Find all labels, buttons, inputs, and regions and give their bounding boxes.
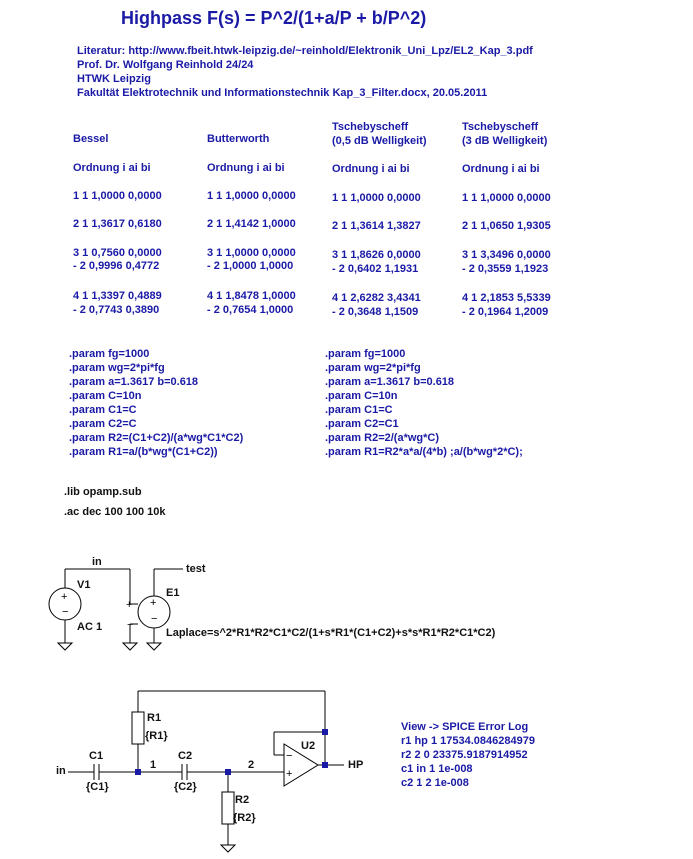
literature-line: Literatur: http://www.fbeit.htwk-leipzig.de/~reinhold/Elektronik_Uni_Lpz/EL2_Kap_3.pdf (77, 45, 533, 57)
c1-capacitor[interactable] (94, 764, 99, 780)
spice-directive[interactable]: .param C=10n (325, 390, 398, 402)
junction-dot (322, 762, 328, 768)
col-cheb3-title: Tschebyscheff (462, 121, 539, 133)
error-log-line: c1 in 1 1e-008 (401, 763, 473, 775)
c2-value[interactable]: {C2} (174, 781, 197, 793)
plus-sign: + (61, 591, 68, 603)
col-cheb05-title: Tschebyscheff (332, 121, 409, 133)
r1-name[interactable]: R1 (147, 712, 162, 724)
table-cell: - 2 0,3559 1,1923 (462, 263, 549, 275)
page-title: Highpass F(s) = P^2/(1+a/P + b/P^2) (121, 8, 427, 28)
r1-value[interactable]: {R1} (145, 730, 168, 742)
table-cell: 3 1 1,0000 0,0000 (207, 247, 296, 259)
junction-dot (322, 729, 328, 735)
v1-value[interactable]: AC 1 (77, 621, 103, 633)
table-cell: - 2 0,9996 0,4772 (73, 260, 160, 272)
table-cell: 3 1 1,8626 0,0000 (332, 249, 421, 261)
col-cheb3-subtitle: (3 dB Welligkeit) (462, 135, 548, 147)
spice-directive[interactable]: .param fg=1000 (69, 348, 150, 360)
r2-name[interactable]: R2 (235, 794, 250, 806)
col-cheb05-order-label: Ordnung i ai bi (332, 163, 410, 175)
junction-dot (135, 769, 141, 775)
faculty-line: Fakultät Elektrotechnik und Informationstechnik Kap_3_Filter.docx, 20.05.2011 (77, 87, 488, 99)
net-label-in[interactable]: in (56, 765, 66, 777)
col-bessel-order-label: Ordnung i ai bi (73, 162, 151, 174)
lib-directive[interactable]: .lib opamp.sub (64, 486, 142, 498)
col-cheb05-subtitle: (0,5 dB Welligkeit) (332, 135, 427, 147)
net-label-1[interactable]: 1 (150, 759, 157, 771)
spice-directive[interactable]: .param C=10n (69, 390, 142, 402)
table-cell: 4 1 1,3397 0,4889 (73, 290, 162, 302)
table-cell: 4 1 2,6282 3,4341 (332, 292, 421, 304)
spice-directive[interactable]: .param a=1.3617 b=0.618 (325, 376, 455, 388)
net-label-hp[interactable]: HP (348, 759, 364, 771)
table-cell: 1 1 1,0000 0,0000 (73, 190, 162, 202)
net-label-test[interactable]: test (186, 563, 206, 575)
table-cell: - 2 0,1964 1,2009 (462, 306, 549, 318)
c2-capacitor[interactable] (182, 764, 187, 780)
col-cheb3-order-label: Ordnung i ai bi (462, 163, 540, 175)
spice-directive[interactable]: .param C1=C (69, 404, 137, 416)
error-log-line: c2 1 2 1e-008 (401, 777, 469, 789)
c1-name[interactable]: C1 (89, 750, 104, 762)
spice-directive[interactable]: .param fg=1000 (325, 348, 406, 360)
spice-directive[interactable]: .param wg=2*pi*fg (325, 362, 421, 374)
table-cell: 4 1 2,1853 5,5339 (462, 292, 551, 304)
plus-sign: + (286, 768, 293, 780)
col-butterworth-order-label: Ordnung i ai bi (207, 162, 285, 174)
error-log-line: r2 2 0 23375.9187914952 (401, 749, 528, 761)
net-label-in[interactable]: in (92, 556, 102, 568)
spice-directive[interactable]: .param wg=2*pi*fg (69, 362, 165, 374)
spice-directive[interactable]: .param R2=(C1+C2)/(a*wg*C1*C2) (69, 432, 244, 444)
error-log-line: r1 hp 1 17534.0846284979 (401, 735, 535, 747)
minus-sign: − (286, 750, 293, 762)
spice-directive[interactable]: .param C2=C1 (325, 418, 399, 430)
ground-symbol (221, 845, 235, 852)
v1-name[interactable]: V1 (77, 579, 91, 591)
u2-name[interactable]: U2 (301, 740, 316, 752)
spice-directive[interactable]: .param R1=a/(b*wg*(C1+C2)) (69, 446, 218, 458)
minus-sign: − (151, 613, 158, 625)
table-cell: 2 1 1,4142 1,0000 (207, 218, 296, 230)
table-cell: 2 1 1,0650 1,9305 (462, 220, 551, 232)
table-cell: - 2 0,7654 1,0000 (207, 304, 294, 316)
col-bessel-title: Bessel (73, 133, 109, 145)
table-cell: - 2 1,0000 1,0000 (207, 260, 294, 272)
plus-sign: + (150, 597, 157, 609)
table-cell: 1 1 1,0000 0,0000 (462, 192, 551, 204)
table-cell: - 2 0,6402 1,1931 (332, 263, 419, 275)
spice-directive[interactable]: .param C1=C (325, 404, 393, 416)
junction-dot (225, 769, 231, 775)
c1-value[interactable]: {C1} (86, 781, 109, 793)
ground-symbol (58, 643, 72, 650)
c2-name[interactable]: C2 (178, 750, 193, 762)
table-cell: 3 1 3,3496 0,0000 (462, 249, 551, 261)
table-cell: 1 1 1,0000 0,0000 (207, 190, 296, 202)
e1-name[interactable]: E1 (166, 587, 180, 599)
table-cell: 4 1 1,8478 1,0000 (207, 290, 296, 302)
ac-directive[interactable]: .ac dec 100 100 10k (64, 506, 166, 518)
spice-directive[interactable]: .param R1=R2*a*a/(4*b) ;a/(b*wg*2*C); (325, 446, 523, 458)
table-cell: 2 1 1,3617 0,6180 (73, 218, 162, 230)
spice-directive[interactable]: .param a=1.3617 b=0.618 (69, 376, 199, 388)
col-butterworth-title: Butterworth (207, 133, 270, 145)
university-line: HTWK Leipzig (77, 73, 151, 85)
spice-directive[interactable]: .param R2=2/(a*wg*C) (325, 432, 440, 444)
table-cell: - 2 0,3648 1,1509 (332, 306, 419, 318)
minus-sign: − (127, 619, 134, 631)
spice-directive[interactable]: .param C2=C (69, 418, 137, 430)
table-cell: - 2 0,7743 0,3890 (73, 304, 160, 316)
table-cell: 3 1 0,7560 0,0000 (73, 247, 162, 259)
r1-resistor[interactable] (132, 712, 144, 744)
minus-sign: − (62, 606, 69, 618)
plus-sign: + (126, 599, 133, 611)
table-cell: 2 1 1,3614 1,3827 (332, 220, 421, 232)
net-label-2[interactable]: 2 (248, 759, 255, 771)
table-cell: 1 1 1,0000 0,0000 (332, 192, 421, 204)
author-line: Prof. Dr. Wolfgang Reinhold 24/24 (77, 59, 254, 71)
r2-value[interactable]: {R2} (233, 812, 256, 824)
ground-symbol (147, 643, 161, 650)
e1-value[interactable]: Laplace=s^2*R1*R2*C1*C2/(1+s*R1*(C1+C2)+s*s*R1*R2*C1*C2) (166, 627, 496, 639)
ground-symbol (123, 643, 137, 650)
error-log-title: View -> SPICE Error Log (401, 721, 529, 733)
